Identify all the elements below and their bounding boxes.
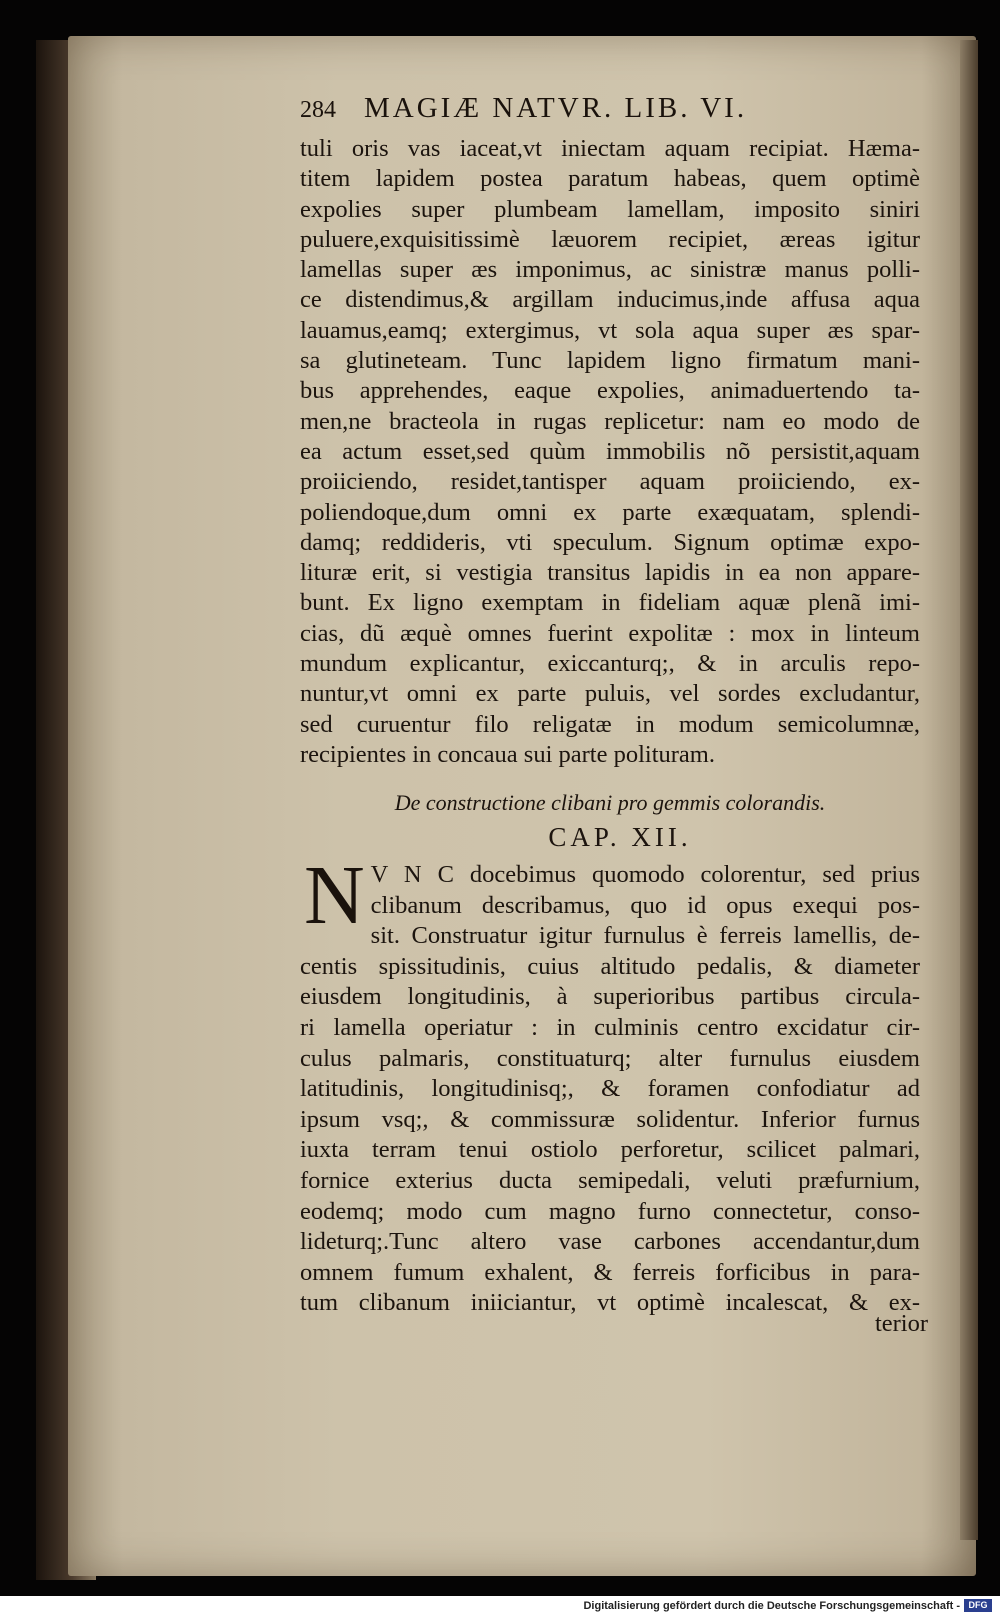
chapter-line: eiusdem longitudinis, à superioribus partibus circula- [300, 983, 920, 1011]
chapter-line: fornice exterius ducta semipedali, veluti præfurnium, [300, 1166, 920, 1194]
text-line: cias, dũ æquè omnes fuerint expolitæ : mox in linteum [300, 619, 920, 647]
catchword: terior [874, 1310, 928, 1337]
running-head [300, 92, 940, 125]
chapter-line: omnem fumum exhalent, & ferreis forficibus in para- [300, 1258, 920, 1286]
text-line: sed curuentur filo religatæ in modum semicolumnæ, [300, 710, 920, 738]
chapter-line: ri lamella operiatur : in culminis centro excidatur cir- [300, 1013, 920, 1041]
text-line: poliendoque,dum omni ex parte exæquatam, splendi- [300, 498, 920, 526]
chapter-line: eodemq; modo cum magno furno connectetur, conso- [300, 1197, 920, 1225]
chapter-line: sit. Construatur igitur furnulus è ferreis lamellis, de- [370, 922, 920, 950]
text-line: tuli oris vas iaceat,vt iniectam aquam recipiat. Hæma- [300, 135, 920, 162]
running-title: MAGIÆ NATVR. LIB. VI. [364, 92, 748, 124]
text-line: nuntur,vt omni ex parte puluis, vel sordes excludantur, [300, 680, 920, 708]
text-line: expolies super plumbeam lamellam, imposito siniri [300, 195, 920, 223]
text-line: men,ne bracteola in rugas replicetur: nam eo modo de [300, 407, 920, 435]
page-number: 284 [300, 97, 336, 123]
dfg-logo: DFG [964, 1599, 992, 1612]
text-line: titem lapidem postea paratum habeas, quem optimè [300, 165, 920, 193]
chapter-line: clibanum describamus, quo id opus exequi pos- [370, 891, 920, 919]
body-text [300, 134, 920, 770]
text-line: ce distendimus,& argillam inducimus,inde affusa aqua [300, 286, 920, 314]
text-line: ea actum esset,sed quùm immobilis nõ persistit,aquam [300, 437, 920, 465]
text-line: lauamus,eamq; extergimus, vt sola aqua super æs spar- [300, 316, 920, 344]
chapter-line: latitudinis, longitudinisq;, & foramen confodiatur ad [300, 1075, 920, 1103]
text-line: damq; reddideris, vti speculum. Signum optimæ expo- [300, 528, 920, 556]
text-line: sa glutineteam. Tunc lapidem ligno firmatum mani- [300, 347, 920, 375]
chapter-line: centis spissitudinis, cuius altitudo pedalis, & diameter [300, 952, 920, 980]
chapter-line: V N C docebimus quomodo colorentur, sed prius [370, 861, 920, 888]
text-line: bunt. Ex ligno exemptam in fideliam aquæ plenã imi- [300, 589, 920, 617]
text-line: bus apprehendes, eaque expolies, animaduertendo ta- [300, 377, 920, 405]
chapter-text [300, 849, 920, 1319]
text-line: puluere,exquisitissimè læuorem recipiet, æreas igitur [300, 225, 920, 253]
chapter-number: CAP. XII. [548, 822, 692, 852]
text-line: lamellas super æs imponimus, ac sinistræ manus polli- [300, 256, 920, 284]
drop-cap-initial: N [304, 849, 365, 942]
text-line: recipientes in concaua sui parte polituram. [300, 740, 715, 768]
chapter-line: ipsum vsq;, & commissuræ solidentur. Inferior furnus [300, 1105, 920, 1133]
text-line: mundum explicantur, exiccanturq;, & in arculis repo- [300, 650, 920, 678]
chapter-line: iuxta terram tenui ostiolo perforetur, scilicet palmari, [300, 1136, 920, 1164]
digitization-credit: Digitalisierung gefördert durch die Deutsche Forschungsgemeinschaft - [583, 1600, 960, 1612]
text-line: lituræ erit, si vestigia transitus lapidis in ea non appare- [300, 559, 920, 587]
chapter-title: De constructione clibani pro gemmis colorandis. [394, 790, 826, 815]
chapter-line: culus palmaris, constituaturq; alter furnulus eiusdem [300, 1044, 920, 1072]
chapter-heading [300, 788, 920, 854]
chapter-line: tum clibanum iniiciantur, vt optimè incalescat, & ex- [300, 1289, 920, 1317]
chapter-line: lideturq;.Tunc altero vase carbones accendantur,dum [300, 1228, 920, 1256]
text-line: proiiciendo, residet,tantisper aquam proiiciendo, ex- [300, 468, 920, 496]
page-edge [960, 40, 978, 1540]
